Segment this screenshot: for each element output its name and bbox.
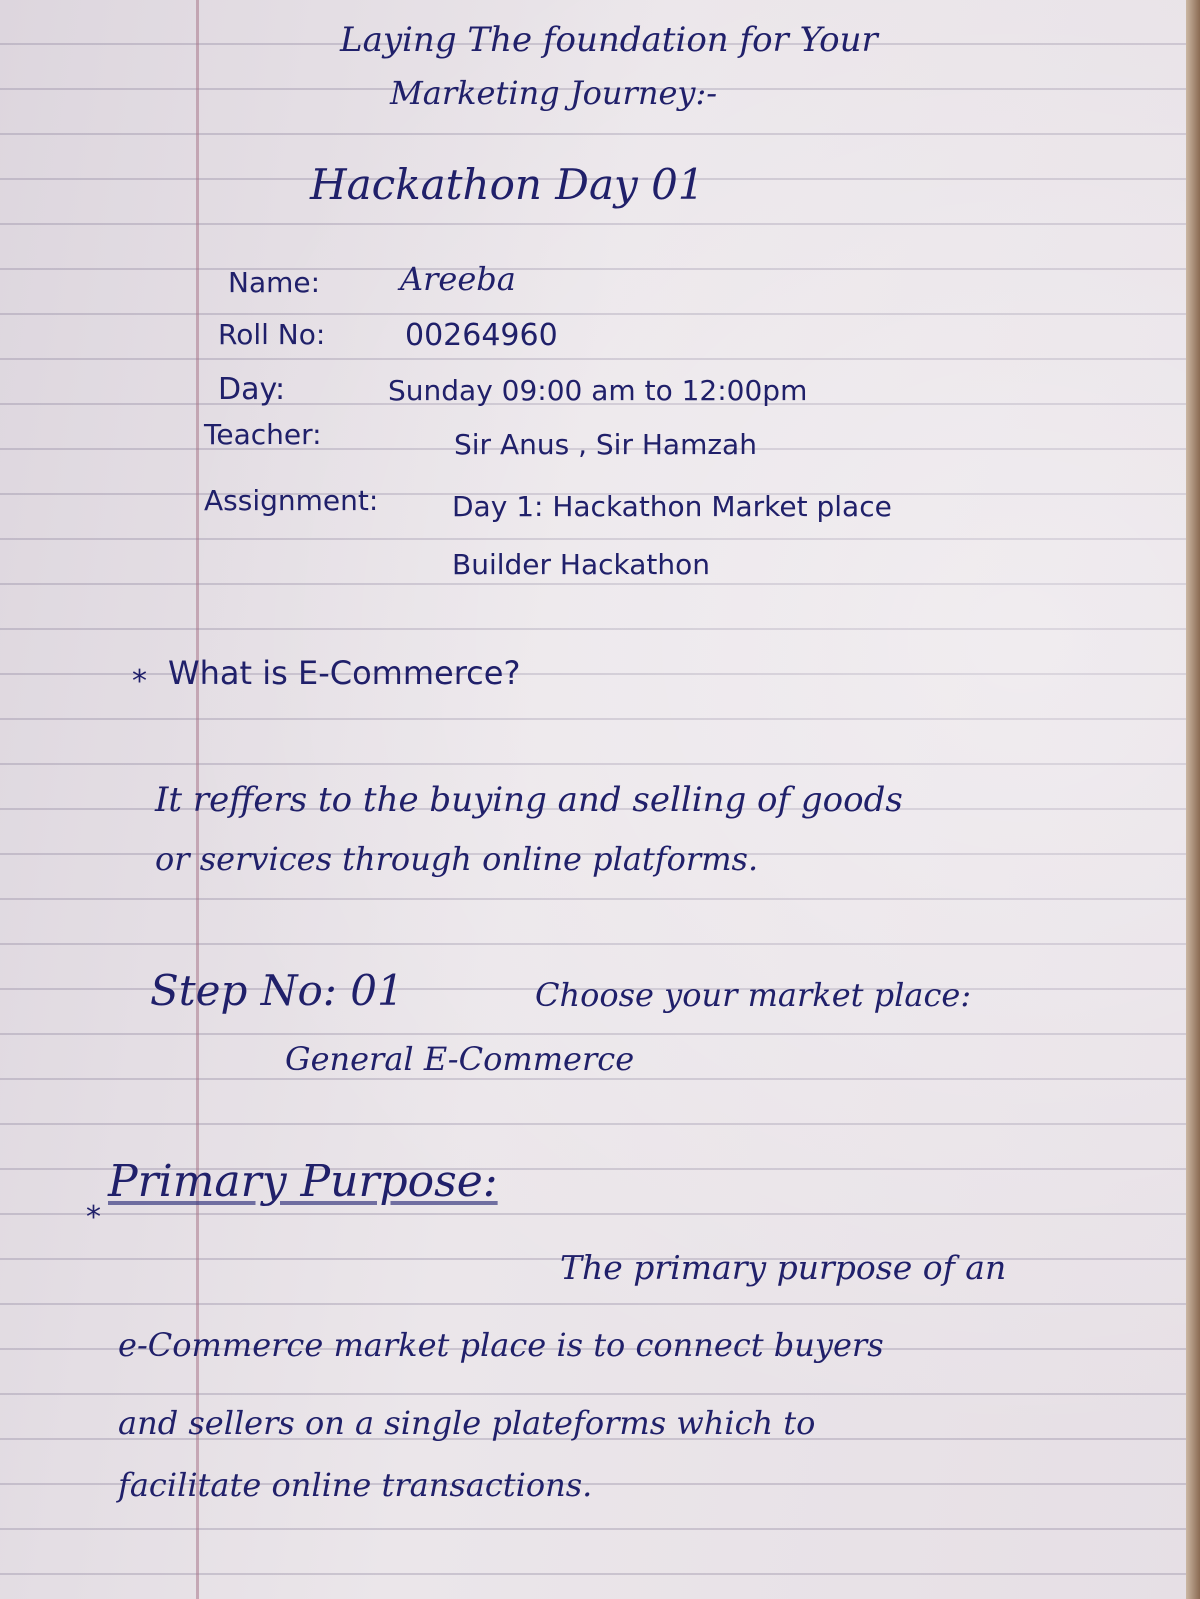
step-value: General E-Commerce [285, 1040, 635, 1078]
roll-value: 00264960 [405, 318, 558, 353]
purpose-line-4: facilitate online transactions. [118, 1466, 593, 1504]
page-heading: Hackathon Day 01 [310, 160, 705, 209]
step-label: Step No: 01 [150, 966, 404, 1015]
title-line-1: Laying The foundation for Your [340, 20, 878, 60]
name-label: Name: [228, 266, 321, 299]
teacher-label: Teacher: [204, 418, 322, 451]
ecommerce-answer-line-2: or services through online platforms. [155, 840, 759, 878]
day-value: Sunday 09:00 am to 12:00pm [388, 374, 808, 407]
ecommerce-answer-line-1: It reffers to the buying and selling of goods [155, 780, 903, 820]
purpose-line-2: e-Commerce market place is to connect buyers [118, 1326, 884, 1364]
day-label: Day: [218, 372, 286, 407]
assignment-value-line-2: Builder Hackathon [452, 548, 711, 581]
purpose-line-1: The primary purpose of an [560, 1248, 1007, 1287]
assignment-label: Assignment: [204, 484, 379, 517]
ecommerce-question: What is E-Commerce? [168, 654, 521, 692]
bullet-star: * [132, 664, 147, 699]
step-text: Choose your market place: [535, 976, 972, 1014]
page-edge [1186, 0, 1200, 1599]
teacher-value: Sir Anus , Sir Hamzah [454, 428, 757, 461]
assignment-value-line-1: Day 1: Hackathon Market place [452, 490, 892, 523]
name-value: Areeba [400, 260, 516, 298]
title-line-2: Marketing Journey:- [390, 74, 718, 112]
roll-label: Roll No: [218, 318, 326, 351]
primary-purpose-heading: Primary Purpose: [108, 1156, 498, 1207]
bullet-star-2: * [86, 1200, 101, 1235]
purpose-line-3: and sellers on a single plateforms which to [118, 1404, 816, 1442]
